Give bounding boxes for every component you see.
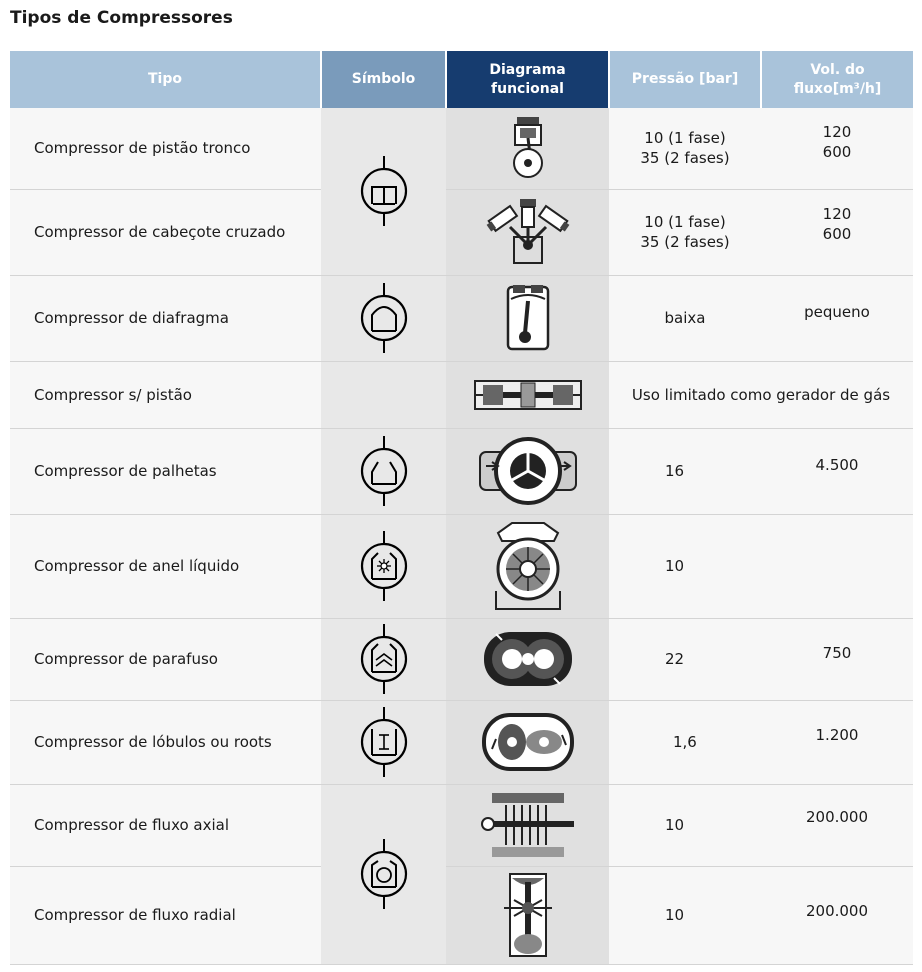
header-diagrama-line2: funcional (491, 80, 564, 97)
symbol-cell (321, 108, 446, 275)
symbol-cell (321, 514, 446, 618)
header-diagrama-line1: Diagrama (489, 61, 566, 78)
diagram-cell (446, 514, 609, 618)
row-note: Uso limitado como gerador de gás (609, 361, 913, 428)
diaphragm-diagram-icon (505, 283, 551, 353)
row-tipo: Compressor de parafuso (10, 618, 321, 700)
turbo-symbol-icon (359, 837, 409, 911)
vane-diagram-icon (478, 436, 578, 506)
row-vol (761, 514, 913, 618)
symbol-cell (321, 784, 446, 964)
diagram-cell (446, 189, 609, 275)
vol-line1: 4.500 (815, 455, 859, 474)
liquid-ring-symbol-icon (359, 529, 409, 603)
table-row (10, 784, 913, 866)
liquid-ring-diagram-icon (492, 521, 564, 611)
table-row (10, 361, 913, 428)
row-tipo: Compressor de cabeçote cruzado (10, 189, 321, 275)
table-row (10, 700, 913, 784)
symbol-cell (321, 275, 446, 361)
row-tipo: Compressor de fluxo radial (10, 866, 321, 964)
vol-line1: 200.000 (805, 807, 869, 826)
vol-line2: 600 (822, 143, 852, 161)
diagram-cell (446, 428, 609, 514)
row-vol (761, 784, 913, 866)
vol-line1: pequeno (804, 302, 870, 321)
row-vol (761, 618, 913, 700)
diagram-cell (446, 866, 609, 964)
row-vol (761, 108, 913, 189)
row-vol (761, 866, 913, 964)
vol-line1: 1.200 (815, 725, 859, 744)
roots-diagram-icon (482, 709, 574, 775)
row-pressao (609, 108, 761, 189)
row-tipo: Compressor s/ pistão (10, 361, 321, 428)
row-vol (761, 428, 913, 514)
row-tipo: Compressor de anel líquido (10, 514, 321, 618)
header-pressao: Pressão [bar] (609, 51, 761, 108)
radial-diagram-icon (500, 872, 556, 958)
diagram-cell (446, 275, 609, 361)
row-pressao: 22 (609, 618, 761, 700)
diagram-cell (446, 618, 609, 700)
row-pressao: 10 (609, 514, 761, 618)
header-vol (761, 51, 913, 108)
diagram-cell (446, 784, 609, 866)
table-row (10, 618, 913, 700)
row-pressao: 16 (609, 428, 761, 514)
axial-diagram-icon (478, 789, 578, 861)
row-pressao: baixa (609, 275, 761, 361)
diaphragm-symbol-icon (359, 281, 409, 355)
crosshead-diagram-icon (482, 197, 574, 267)
row-pressao: 1,6 (609, 700, 761, 784)
piston-trunk-diagram-icon (503, 115, 553, 181)
vane-symbol-icon (359, 434, 409, 508)
table-row (10, 866, 913, 964)
symbol-cell (321, 700, 446, 784)
row-tipo: Compressor de palhetas (10, 428, 321, 514)
table-row (10, 108, 913, 189)
row-tipo: Compressor de lóbulos ou roots (10, 700, 321, 784)
table-header-row (10, 51, 913, 108)
diagram-cell (446, 361, 609, 428)
row-tipo: Compressor de pistão tronco (10, 108, 321, 189)
roots-symbol-icon (359, 705, 409, 779)
row-vol (761, 189, 913, 275)
row-pressao (609, 189, 761, 275)
symbol-cell (321, 428, 446, 514)
pressao-line2: 35 (2 fases) (640, 233, 730, 251)
vol-line1: 120 (822, 204, 852, 223)
diagram-cell (446, 700, 609, 784)
row-tipo: Compressor de diafragma (10, 275, 321, 361)
screw-diagram-icon (482, 628, 574, 690)
pressao-line1: 10 (1 fase) (644, 213, 726, 231)
symbol-cell (321, 618, 446, 700)
header-diagrama (446, 51, 609, 108)
table-row (10, 514, 913, 618)
table-row (10, 275, 913, 361)
piston-symbol-icon (359, 154, 409, 228)
free-piston-diagram-icon (473, 377, 583, 413)
vol-line1: 200.000 (805, 901, 869, 920)
header-simbolo: Símbolo (321, 51, 446, 108)
header-vol-line1: Vol. do (810, 61, 865, 78)
header-vol-line2: fluxo[m³/h] (793, 80, 882, 97)
vol-line2: 600 (822, 224, 852, 243)
row-pressao: 10 (609, 866, 761, 964)
row-pressao: 10 (609, 784, 761, 866)
screw-symbol-icon (359, 622, 409, 696)
row-vol (761, 275, 913, 361)
page-title: Tipos de Compressores (10, 8, 233, 28)
row-vol (761, 700, 913, 784)
vol-line1: 750 (822, 643, 852, 662)
pressao-line1: 10 (1 fase) (644, 129, 726, 148)
diagram-cell (446, 108, 609, 189)
table-row (10, 428, 913, 514)
vol-line1: 120 (822, 123, 852, 141)
table-row (10, 189, 913, 275)
compressor-table (10, 51, 913, 965)
symbol-cell (321, 361, 446, 428)
header-tipo: Tipo (10, 51, 321, 108)
row-tipo: Compressor de fluxo axial (10, 784, 321, 866)
pressao-line2: 35 (2 fases) (640, 149, 730, 168)
